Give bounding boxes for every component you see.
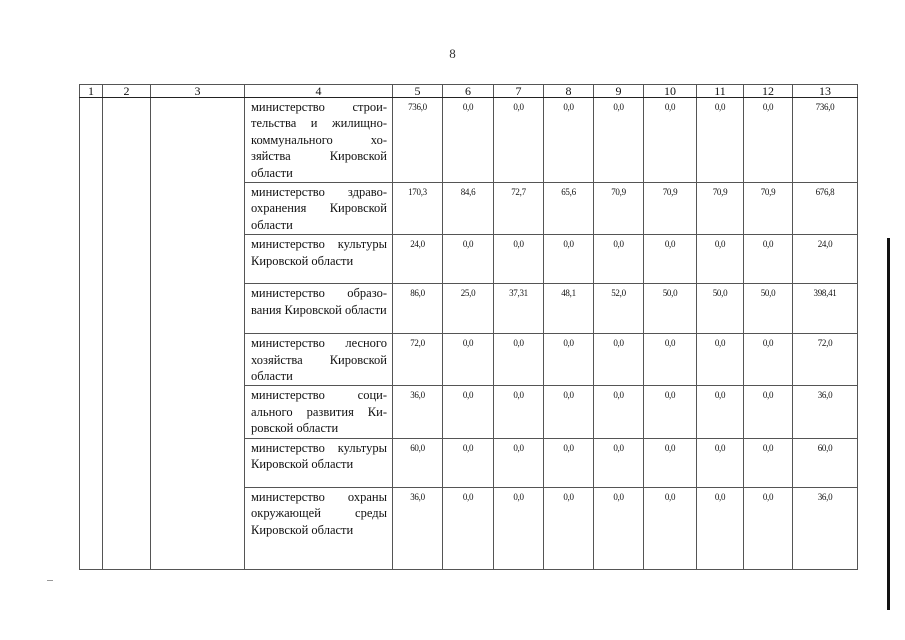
value-cell-col-13: 736,0 [793, 98, 858, 183]
value-cell-col-5: 86,0 [393, 284, 443, 334]
value-cell-col-6: 25,0 [443, 284, 494, 334]
ministry-name-cell: министерство лесного хозяйства Кировской области [245, 334, 393, 386]
value-cell-col-10: 0,0 [644, 386, 697, 438]
value-cell-col-5: 36,0 [393, 487, 443, 569]
value-cell-col-7: 37,31 [494, 284, 544, 334]
value-cell-col-6: 0,0 [443, 98, 494, 183]
column-header-13: 13 [793, 85, 858, 98]
value-cell-col-9: 70,9 [594, 183, 644, 235]
empty-column-cell-1 [80, 98, 103, 570]
value-cell-col-12: 0,0 [744, 235, 793, 284]
table-row [80, 98, 858, 183]
value-cell-col-10: 70,9 [644, 183, 697, 235]
value-cell-col-7: 0,0 [494, 334, 544, 386]
value-cell-col-9: 0,0 [594, 235, 644, 284]
value-cell-col-9: 52,0 [594, 284, 644, 334]
scan-edge-mark [887, 238, 890, 610]
column-header-3: 3 [151, 85, 245, 98]
value-cell-col-5: 736,0 [393, 98, 443, 183]
value-cell-col-11: 50,0 [697, 284, 744, 334]
value-cell-col-12: 0,0 [744, 98, 793, 183]
value-cell-col-6: 0,0 [443, 386, 494, 438]
value-cell-col-7: 72,7 [494, 183, 544, 235]
header-row [80, 85, 858, 98]
value-cell-col-12: 0,0 [744, 334, 793, 386]
column-header-4: 4 [245, 85, 393, 98]
column-header-11: 11 [697, 85, 744, 98]
value-cell-col-8: 65,6 [544, 183, 594, 235]
value-cell-col-13: 36,0 [793, 386, 858, 438]
column-header-9: 9 [594, 85, 644, 98]
value-cell-col-13: 24,0 [793, 235, 858, 284]
value-cell-col-10: 50,0 [644, 284, 697, 334]
value-cell-col-9: 0,0 [594, 98, 644, 183]
column-header-8: 8 [544, 85, 594, 98]
value-cell-col-12: 50,0 [744, 284, 793, 334]
column-header-12: 12 [744, 85, 793, 98]
ministry-name-cell: министерство социального развития Кировской области [245, 386, 393, 438]
value-cell-col-8: 0,0 [544, 487, 594, 569]
value-cell-col-8: 48,1 [544, 284, 594, 334]
value-cell-col-13: 676,8 [793, 183, 858, 235]
value-cell-col-6: 84,6 [443, 183, 494, 235]
value-cell-col-11: 0,0 [697, 487, 744, 569]
value-cell-col-6: 0,0 [443, 438, 494, 487]
value-cell-col-5: 72,0 [393, 334, 443, 386]
value-cell-col-9: 0,0 [594, 334, 644, 386]
value-cell-col-7: 0,0 [494, 438, 544, 487]
value-cell-col-9: 0,0 [594, 487, 644, 569]
value-cell-col-7: 0,0 [494, 235, 544, 284]
value-cell-col-13: 72,0 [793, 334, 858, 386]
column-header-5: 5 [393, 85, 443, 98]
value-cell-col-8: 0,0 [544, 334, 594, 386]
value-cell-col-12: 70,9 [744, 183, 793, 235]
ministry-name-cell: министерство здравоохранения Кировской области [245, 183, 393, 235]
empty-column-cell-2 [103, 98, 151, 570]
value-cell-col-11: 70,9 [697, 183, 744, 235]
value-cell-col-11: 0,0 [697, 386, 744, 438]
value-cell-col-12: 0,0 [744, 487, 793, 569]
ministry-name-cell: министерство образования Кировской области [245, 284, 393, 334]
value-cell-col-13: 60,0 [793, 438, 858, 487]
table-body [80, 98, 858, 570]
page-number: 8 [449, 46, 456, 61]
value-cell-col-9: 0,0 [594, 386, 644, 438]
ministry-name-cell: министерство культуры Кировской области [245, 438, 393, 487]
value-cell-col-5: 170,3 [393, 183, 443, 235]
value-cell-col-8: 0,0 [544, 386, 594, 438]
ministry-name-cell: министерство строительства и жилищно-коммунального хозяйства Кировской области [245, 98, 393, 183]
value-cell-col-10: 0,0 [644, 438, 697, 487]
value-cell-col-8: 0,0 [544, 438, 594, 487]
column-header-7: 7 [494, 85, 544, 98]
value-cell-col-10: 0,0 [644, 487, 697, 569]
empty-column-cell-3 [151, 98, 245, 570]
column-header-1: 1 [80, 85, 103, 98]
value-cell-col-13: 36,0 [793, 487, 858, 569]
value-cell-col-10: 0,0 [644, 334, 697, 386]
value-cell-col-5: 60,0 [393, 438, 443, 487]
value-cell-col-10: 0,0 [644, 235, 697, 284]
scan-margin-mark [47, 580, 53, 581]
value-cell-col-5: 36,0 [393, 386, 443, 438]
value-cell-col-8: 0,0 [544, 98, 594, 183]
value-cell-col-11: 0,0 [697, 438, 744, 487]
ministry-name-cell: министерство культуры Кировской области [245, 235, 393, 284]
value-cell-col-7: 0,0 [494, 487, 544, 569]
column-header-2: 2 [103, 85, 151, 98]
column-header-10: 10 [644, 85, 697, 98]
value-cell-col-8: 0,0 [544, 235, 594, 284]
value-cell-col-10: 0,0 [644, 98, 697, 183]
value-cell-col-11: 0,0 [697, 334, 744, 386]
value-cell-col-6: 0,0 [443, 235, 494, 284]
value-cell-col-12: 0,0 [744, 438, 793, 487]
value-cell-col-13: 398,41 [793, 284, 858, 334]
value-cell-col-9: 0,0 [594, 438, 644, 487]
value-cell-col-11: 0,0 [697, 235, 744, 284]
value-cell-col-7: 0,0 [494, 98, 544, 183]
column-header-6: 6 [443, 85, 494, 98]
ministry-name-cell: министерство охраны окружающей среды Кировской области [245, 487, 393, 569]
value-cell-col-5: 24,0 [393, 235, 443, 284]
value-cell-col-12: 0,0 [744, 386, 793, 438]
value-cell-col-7: 0,0 [494, 386, 544, 438]
value-cell-col-6: 0,0 [443, 334, 494, 386]
value-cell-col-11: 0,0 [697, 98, 744, 183]
value-cell-col-6: 0,0 [443, 487, 494, 569]
budget-table [79, 84, 858, 570]
